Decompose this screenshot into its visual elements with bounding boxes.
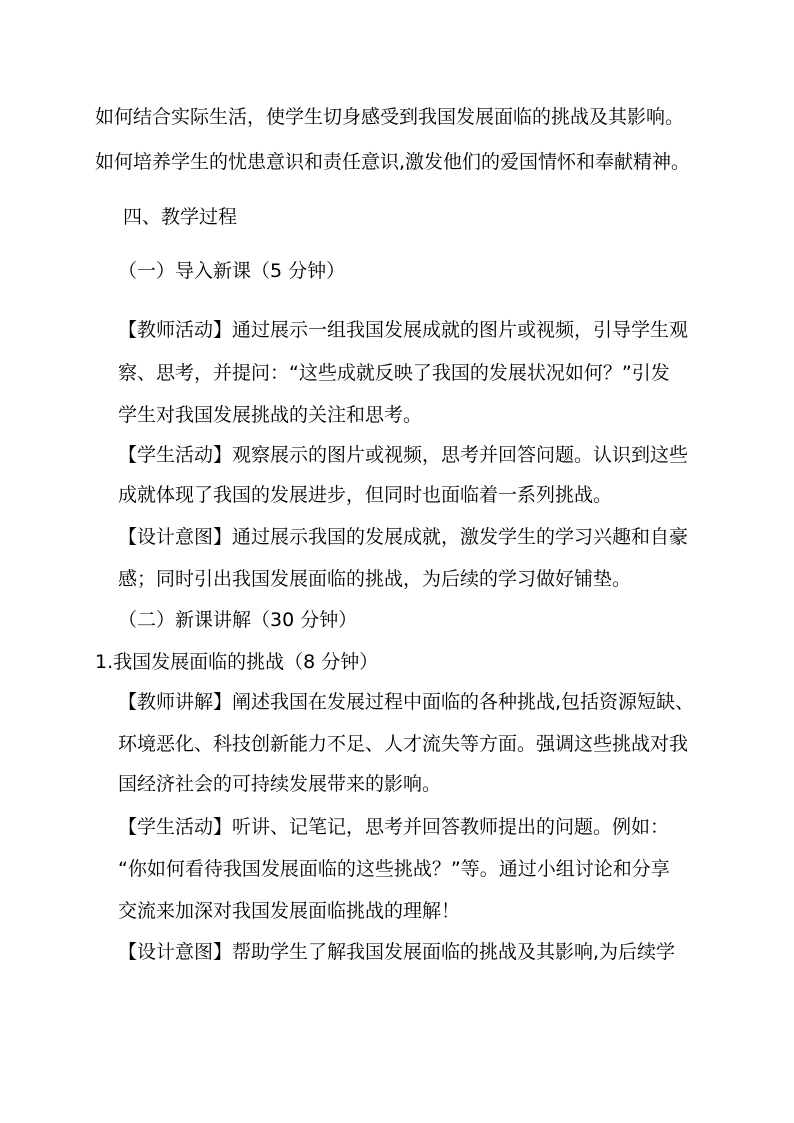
text-line-10: 【设计意图】通过展示我国的发展成就，激发学生的学习兴趣和自豪 [118, 526, 689, 548]
text-line-1: 如何结合实际生活，使学生切身感受到我国发展面临的挑战及其影响。 [95, 106, 685, 128]
subsection-heading-2: （二）新课讲解（30 分钟） [118, 609, 358, 631]
text-line-11: 感；同时引出我国发展面临的挑战，为后续的学习做好铺垫。 [118, 568, 632, 590]
text-line-18: “你如何看待我国发展面临的这些挑战？”等。通过小组讨论和分享 [118, 858, 670, 880]
section-heading: 四、教学过程 [123, 206, 238, 228]
text-line-15: 环境恶化、科技创新能力不足、人才流失等方面。强调这些挑战对我 [118, 733, 689, 755]
text-line-2: 如何培养学生的忧患意识和责任意识,激发他们的爱国情怀和奉献精神。 [95, 151, 691, 173]
text-line-8: 【学生活动】观察展示的图片或视频，思考并回答问题。认识到这些 [118, 444, 689, 466]
subsection-heading-1: （一）导入新课（5 分钟） [118, 260, 346, 282]
text-line-6: 察、思考，并提问：“这些成就反映了我国的发展状况如何？”引发 [118, 362, 670, 384]
text-line-14: 【教师讲解】阐述我国在发展过程中面临的各种挑战,包括资源短缺、 [118, 691, 695, 713]
text-line-19: 交流来加深对我国发展面临挑战的理解！ [118, 900, 461, 922]
text-line-17: 【学生活动】听讲、记笔记，思考并回答教师提出的问题。例如： [118, 816, 670, 838]
text-line-5: 【教师活动】通过展示一组我国发展成就的图片或视频，引导学生观 [118, 319, 689, 341]
text-line-9: 成就体现了我国的发展进步，但同时也面临着一系列挑战。 [118, 484, 613, 506]
text-line-16: 国经济社会的可持续发展带来的影响。 [118, 773, 442, 795]
numbered-heading-1: 1.我国发展面临的挑战（8 分钟） [95, 651, 379, 673]
text-line-7: 学生对我国发展挑战的关注和思考。 [118, 404, 423, 426]
text-line-20: 【设计意图】帮助学生了解我国发展面临的挑战及其影响,为后续学 [118, 941, 676, 963]
